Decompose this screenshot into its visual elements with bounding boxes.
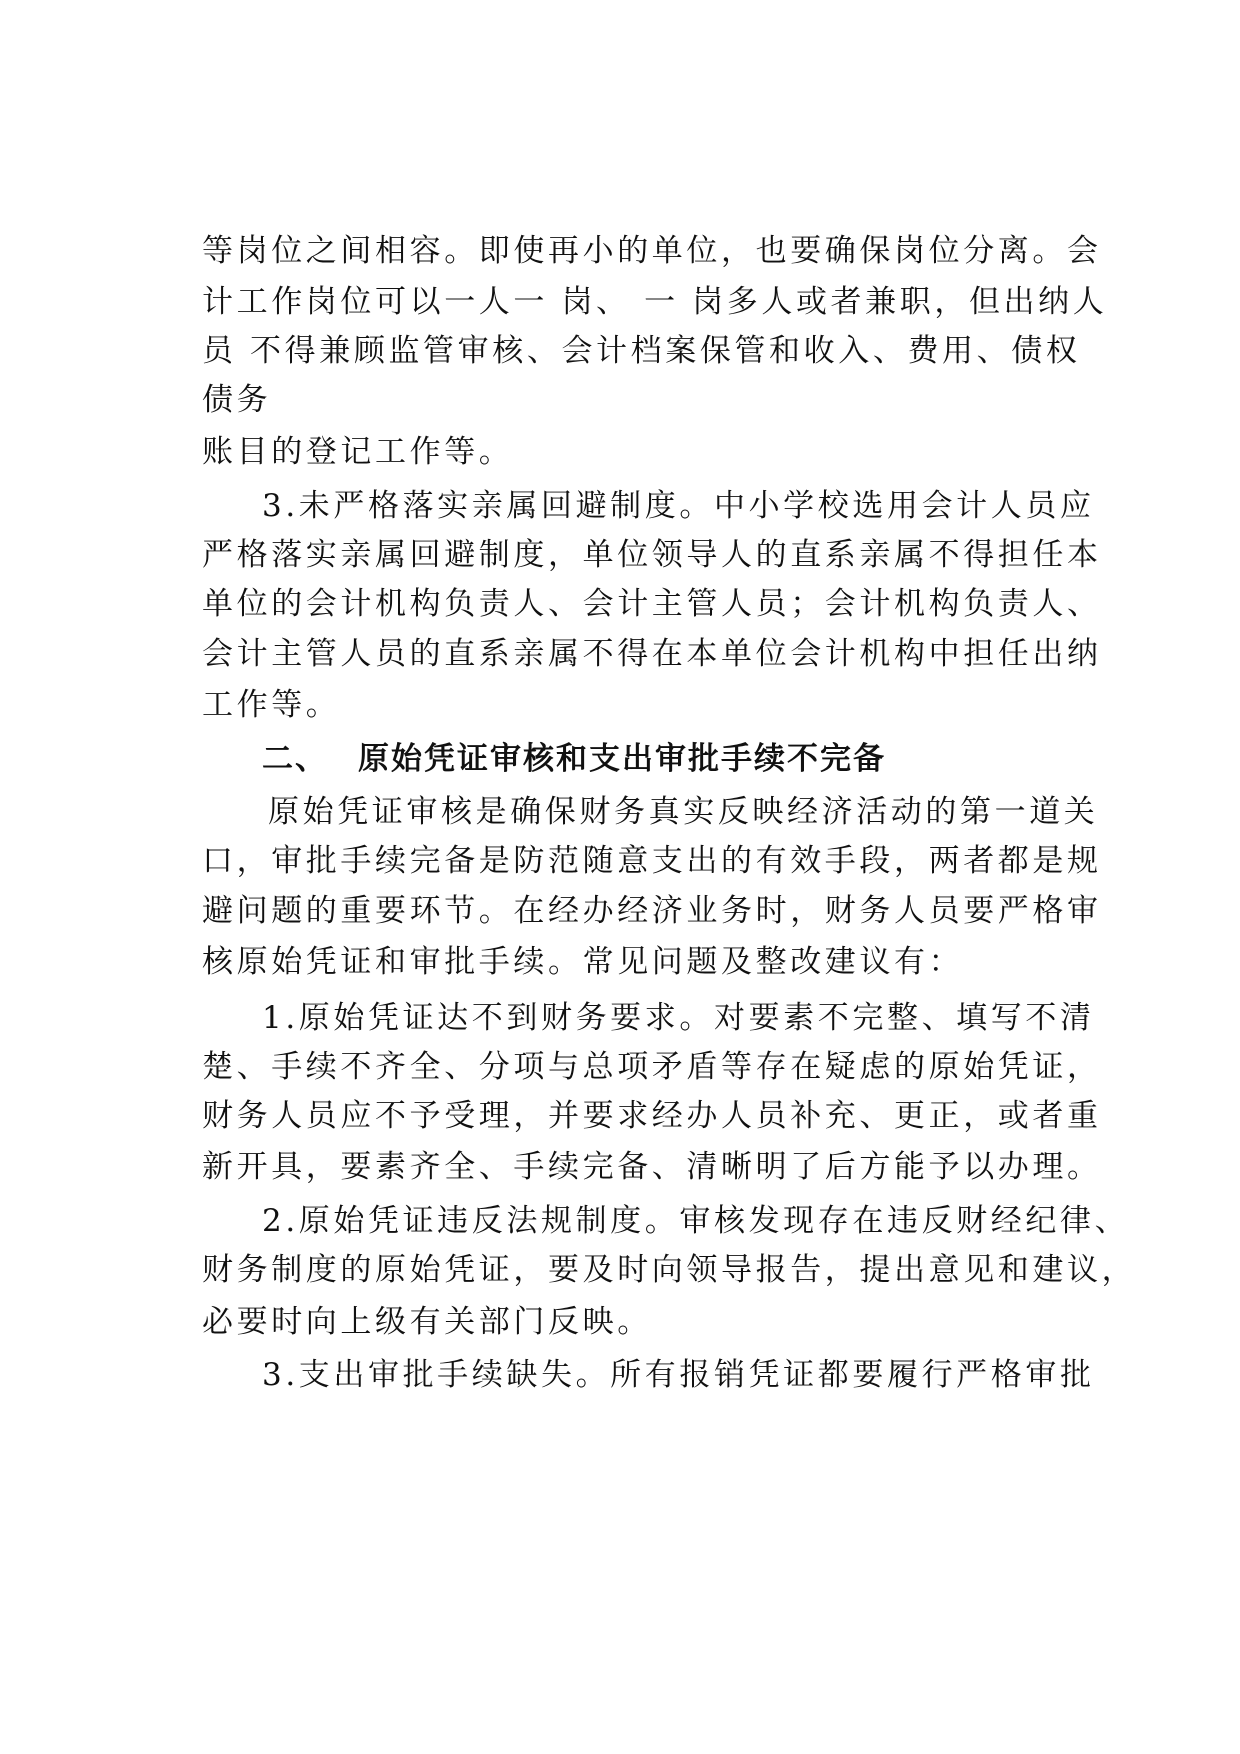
- text-line: 单位的会计机构负责人、会计主管人员；会计机构负责人、: [202, 586, 1102, 622]
- text-line: 必要时向上级有关部门反映。: [202, 1304, 652, 1340]
- text-line: 财务人员应不予受理，并要求经办人员补充、更正，或者重: [202, 1098, 1102, 1134]
- text-line: 计工作岗位可以一人一 岗、 一 岗多人或者兼职，但出纳人: [202, 284, 1108, 320]
- text-line: 原始凭证审核是确保财务真实反映经济活动的第一道关: [268, 794, 1099, 830]
- text-line: 工作等。: [202, 687, 341, 723]
- text-line: 员 不得兼顾监管审核、会计档案保管和收入、费用、债权: [202, 333, 1081, 369]
- text-line: 新开具，要素齐全、手续完备、清晰明了后方能予以办理。: [202, 1149, 1102, 1185]
- text-line: 楚、手续不齐全、分项与总项矛盾等存在疑虑的原始凭证，: [202, 1049, 1102, 1085]
- text-line: 避问题的重要环节。在经办经济业务时，财务人员要严格审: [202, 893, 1102, 929]
- text-line: 债务: [202, 382, 272, 418]
- text-line: 3.未严格落实亲属回避制度。中小学校选用会计人员应: [262, 488, 1095, 524]
- text-line: 账目的登记工作等。: [202, 434, 514, 470]
- text-line: 3.支出审批手续缺失。所有报销凭证都要履行严格审批: [262, 1357, 1095, 1393]
- text-line: 核原始凭证和审批手续。常见问题及整改建议有：: [202, 944, 964, 980]
- text-line: 2.原始凭证违反法规制度。审核发现存在违反财经纪律、: [262, 1203, 1130, 1239]
- text-line: 财务制度的原始凭证，要及时向领导报告，提出意见和建议，: [202, 1252, 1137, 1288]
- text-line: 等岗位之间相容。即使再小的单位，也要确保岗位分离。会: [202, 233, 1102, 269]
- text-line: 严格落实亲属回避制度，单位领导人的直系亲属不得担任本: [202, 537, 1102, 573]
- section-title: 原始凭证审核和支出审批手续不完备: [358, 741, 886, 777]
- section-number: 二、: [262, 741, 328, 777]
- text-line: 口，审批手续完备是防范随意支出的有效手段，两者都是规: [202, 843, 1102, 879]
- text-line: 会计主管人员的直系亲属不得在本单位会计机构中担任出纳: [202, 636, 1102, 672]
- section-heading: [262, 741, 886, 777]
- text-line: 1.原始凭证达不到财务要求。对要素不完整、填写不清: [262, 1000, 1095, 1036]
